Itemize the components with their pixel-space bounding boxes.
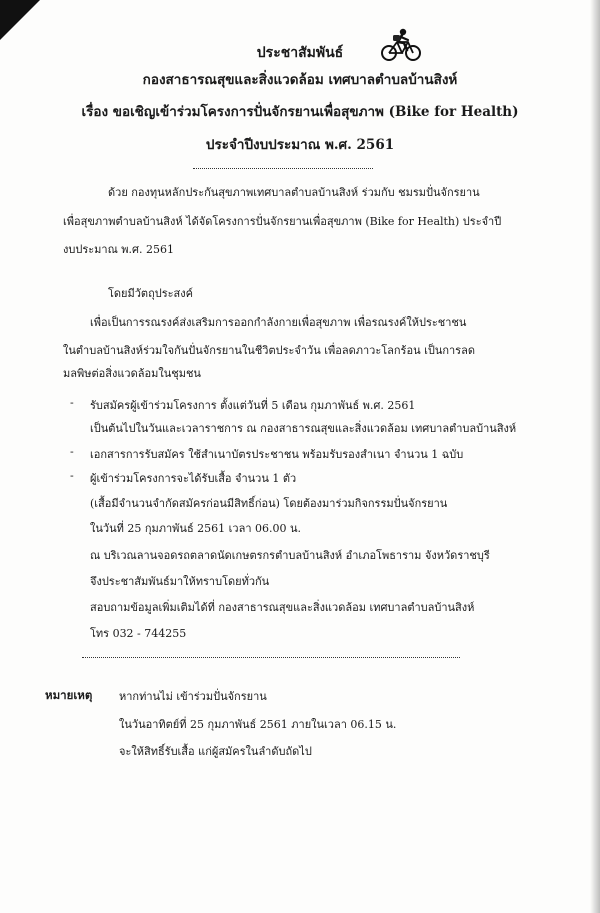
contact-phone: โทร 032 - 744255 bbox=[90, 627, 187, 640]
fiscal-year-heading: ประจำปีงบประมาณ พ.ศ. 2561 bbox=[205, 137, 395, 153]
bullet-3-line-2: (เสื้อมีจำนวนจำกัดสมัครก่อนมีสิทธิ์ก่อน) โดยต้องมาร่วมกิจกรรมปั่นจักรยาน bbox=[90, 497, 448, 510]
objective-heading: โดยมีวัตถุประสงค์ bbox=[108, 287, 193, 300]
objective-line-3: มลพิษต่อสิ่งแวดล้อมในชุมชน bbox=[63, 367, 201, 380]
bullet-1-line-1: รับสมัครผู้เข้าร่วมโครงการ ตั้งแต่วันที่ 5 เดือน กุมภาพันธ์ พ.ศ. 2561 bbox=[90, 399, 416, 412]
subject-heading: เรื่อง ขอเชิญเข้าร่วมโครงการปั่นจักรยานเพื่อสุขภาพ (Bike for Health) bbox=[81, 104, 519, 120]
bullet-2: เอกสารการรับสมัคร ใช้สำเนาบัตรประชาชน พร้อมรับรองสำเนา จำนวน 1 ฉบับ bbox=[90, 448, 464, 461]
note-line-2: ในวันอาทิตย์ที่ 25 กุมภาพันธ์ 2561 ภายในเวลา 06.15 น. bbox=[119, 718, 397, 731]
header-dotted-divider bbox=[193, 168, 373, 169]
bullet-3-line-3: ในวันที่ 25 กุมภาพันธ์ 2561 เวลา 06.00 น. bbox=[90, 522, 301, 535]
bullet-3-line-5: จึงประชาสัมพันธ์มาให้ทราบโดยทั่วกัน bbox=[90, 575, 270, 588]
note-line-3: จะให้สิทธิ์รับเสื้อ แก่ผู้สมัครในลำดับถัดไป bbox=[119, 745, 312, 758]
scan-corner-shadow bbox=[0, 0, 40, 40]
bullet-3-line-4: ณ บริเวณลานจอดรถตลาดนัดเกษตรกรตำบลบ้านสิงห์ อำเภอโพธาราม จังหวัดราชบุรี bbox=[90, 549, 490, 562]
doc-title: ประชาสัมพันธ์ bbox=[256, 45, 344, 61]
bullet-3-line-1: ผู้เข้าร่วมโครงการจะได้รับเสื้อ จำนวน 1 ตัว bbox=[90, 472, 297, 485]
bullet-marker-1: - bbox=[70, 396, 74, 409]
note-label: หมายเหตุ bbox=[45, 688, 93, 702]
intro-line-1: ด้วย กองทุนหลักประกันสุขภาพเทศบาลตำบลบ้านสิงห์ ร่วมกับ ชมรมปั่นจักรยาน bbox=[108, 186, 480, 199]
department-heading: กองสาธารณสุขและสิ่งแวดล้อม เทศบาลตำบลบ้านสิงห์ bbox=[142, 72, 458, 88]
objective-line-2: ในตำบลบ้านสิงห์ร่วมใจกันปั่นจักรยานในชีวิตประจำวัน เพื่อลดภาวะโลกร้อน เป็นการลด bbox=[63, 344, 475, 357]
contact-line-1: สอบถามข้อมูลเพิ่มเติมได้ที่ กองสาธารณสุขและสิ่งแวดล้อม เทศบาลตำบลบ้านสิงห์ bbox=[90, 601, 475, 614]
body-dotted-divider bbox=[82, 657, 460, 658]
bullet-1-line-2: เป็นต้นไปในวันและเวลาราชการ ณ กองสาธารณสุขและสิ่งแวดล้อม เทศบาลตำบลบ้านสิงห์ bbox=[90, 422, 517, 435]
bullet-marker-3: - bbox=[70, 469, 74, 482]
intro-line-2: เพื่อสุขภาพตำบลบ้านสิงห์ ได้จัดโครงการปั่นจักรยานเพื่อสุขภาพ (Bike for Health) ประจำปี bbox=[63, 215, 502, 228]
intro-line-3: งบประมาณ พ.ศ. 2561 bbox=[63, 243, 174, 256]
note-line-1: หากท่านไม่ เข้าร่วมปั่นจักรยาน bbox=[119, 690, 267, 703]
cyclist-icon bbox=[380, 28, 422, 62]
bullet-marker-2: - bbox=[70, 445, 74, 458]
objective-line-1: เพื่อเป็นการรณรงค์ส่งเสริมการออกกำลังกายเพื่อสุขภาพ เพื่อรณรงค์ให้ประชาชน bbox=[90, 316, 467, 329]
